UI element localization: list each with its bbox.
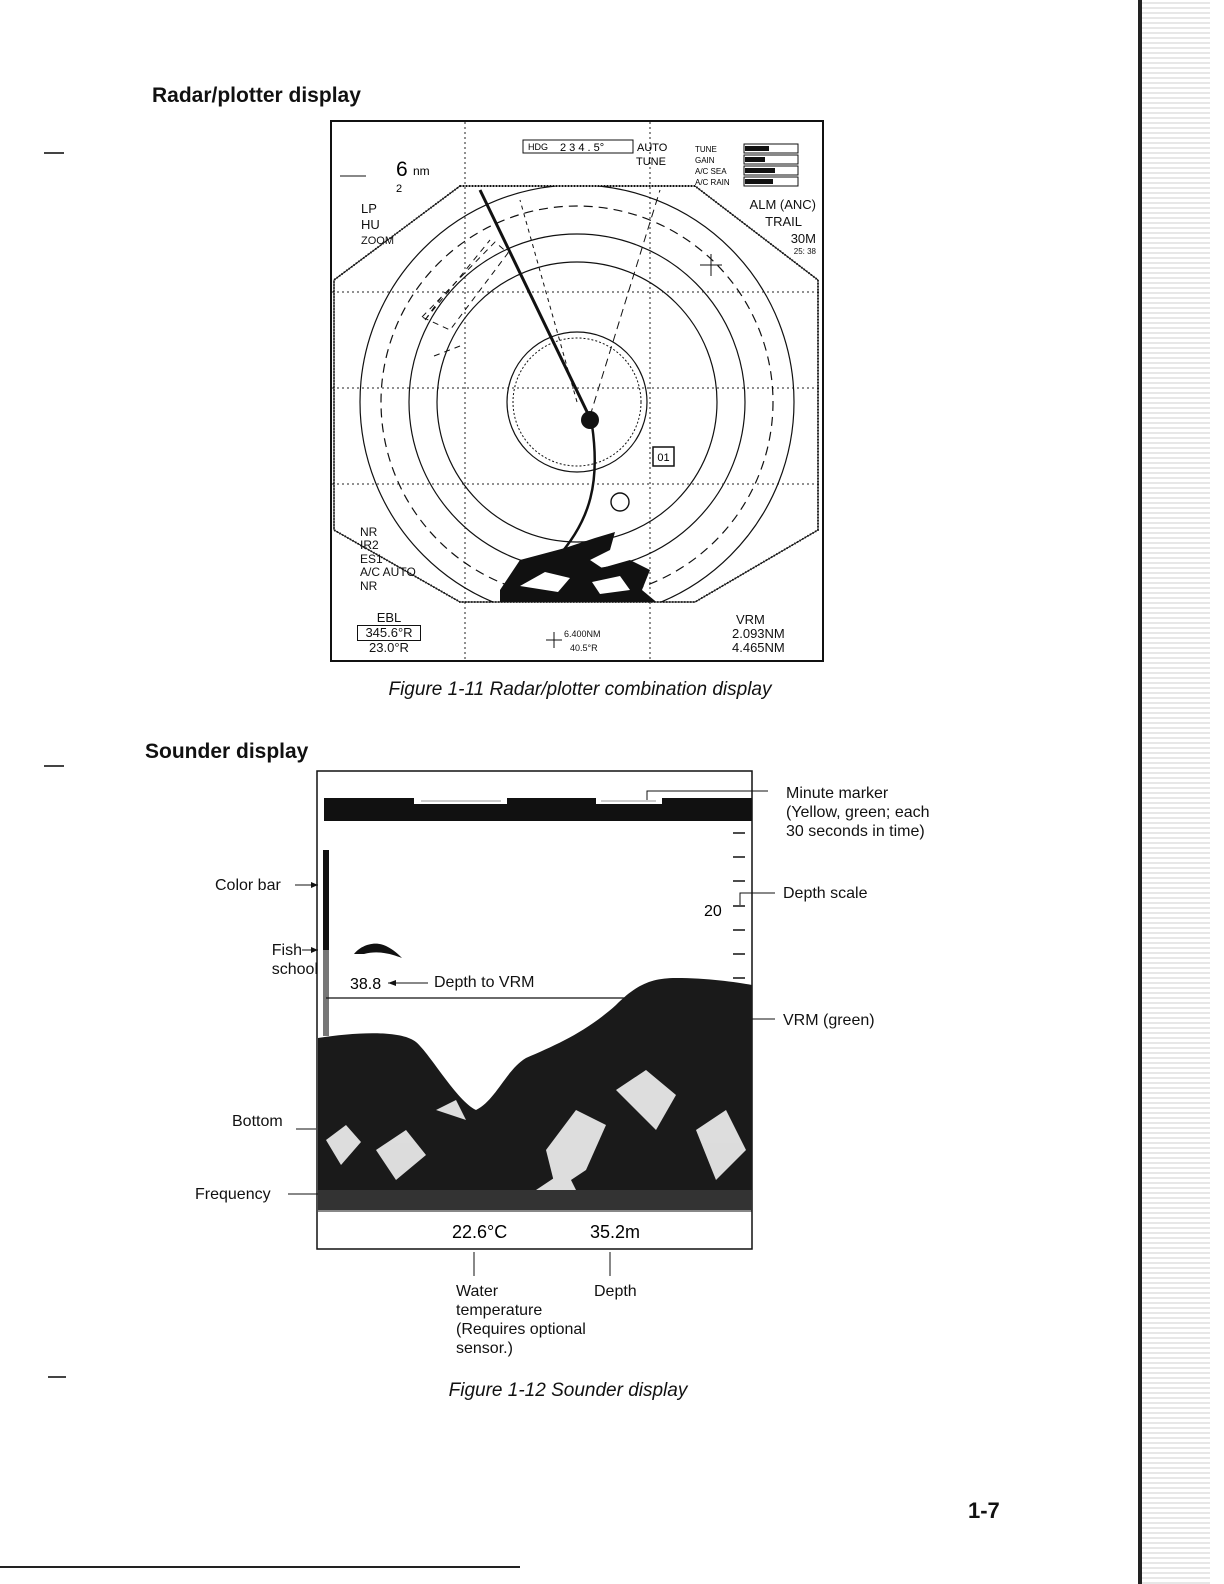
bottom-rule: [0, 1566, 520, 1568]
mode-lp: LP: [361, 201, 377, 216]
bar-label-ac-sea: A/C SEA: [695, 167, 727, 176]
bar-label-tune: TUNE: [695, 145, 717, 154]
tune-mode: TUNE: [636, 156, 666, 168]
water-temperature-value: 22.6°C: [452, 1222, 508, 1242]
vrm-value-1: 2.093NM: [732, 626, 785, 641]
status-alm: ALM (ANC): [749, 197, 816, 212]
scan-mark: [44, 765, 64, 767]
auto-label: AUTO: [637, 142, 668, 154]
hdg-label: HDG: [528, 142, 548, 152]
vrm-value-2: 4.465NM: [732, 640, 785, 655]
sounder-display: [316, 770, 753, 1250]
depth-scale-value: 20: [704, 903, 722, 920]
depth-value: 35.2m: [590, 1222, 641, 1242]
scan-edge: [1140, 0, 1210, 1584]
bottom-annotation: Bottom: [232, 1113, 283, 1130]
depth-to-vrm-annotation: Depth to VRM: [434, 974, 535, 991]
range-value: 6: [396, 158, 408, 181]
scan-mark: [44, 152, 64, 154]
depth-scale-annotation: Depth scale: [783, 885, 868, 902]
status-trail: TRAIL: [765, 214, 802, 229]
page-number: 1-7: [968, 1498, 1000, 1523]
minute-marker-bar: [324, 798, 752, 821]
frequency-annotation: Frequency: [195, 1186, 271, 1203]
sounder-figure-caption: Figure 1-12 Sounder display: [448, 1380, 688, 1401]
radar-left-modes: [361, 201, 394, 249]
vrm-label: VRM: [736, 612, 765, 627]
sounder-section-heading: Sounder display: [145, 740, 309, 763]
radar-section-heading: Radar/plotter display: [152, 84, 361, 107]
radar-figure-caption: Figure 1-11 Radar/plotter combination display: [388, 679, 772, 700]
ebl-value-1: 345.6°R: [357, 625, 421, 641]
ebl-value-2: 23.0°R: [369, 640, 409, 655]
status-time: 25: 38: [793, 247, 816, 256]
mode-zoom: ZOOM: [361, 235, 394, 247]
color-bar-annotation: Color bar: [215, 877, 281, 894]
waypoint-label: 01: [657, 452, 670, 464]
radar-right-status: [740, 196, 816, 256]
cursor-bearing: 40.5°R: [570, 643, 598, 653]
cursor-readout: [564, 627, 601, 655]
vrm-readout: [732, 613, 785, 655]
scan-mark: [48, 1376, 66, 1378]
ebl-readout: [356, 611, 422, 655]
radar-bottom-left: NR IR2 ES1 A/C AUTO NR: [360, 525, 416, 593]
binding-edge: [1138, 0, 1142, 1584]
bar-label-ac-rain: A/C RAIN: [695, 178, 730, 187]
bar-label-gain: GAIN: [695, 156, 715, 165]
ring-interval: 2: [396, 183, 403, 195]
vrm-annotation: VRM (green): [783, 1012, 875, 1029]
vrm-depth-value: 38.8: [350, 976, 382, 993]
frequency-band: [318, 1190, 752, 1210]
depth-annotation: Depth: [594, 1283, 637, 1300]
status-30m: 30M: [790, 231, 816, 246]
hdg-value: 2 3 4 . 5°: [560, 142, 605, 154]
fish-school-annotation: Fish school: [271, 942, 318, 978]
minute-marker-annotation: Minute marker (Yellow, green; each 30 seconds in time): [786, 785, 930, 840]
water-temperature-annotation: Water temperature (Requires optional sensor.): [456, 1283, 586, 1357]
ebl-label: EBL: [376, 610, 402, 625]
mode-hu: HU: [361, 217, 380, 232]
cursor-range: 6.400NM: [564, 629, 601, 639]
range-unit: nm: [413, 164, 430, 178]
own-ship-marker: [581, 411, 599, 429]
